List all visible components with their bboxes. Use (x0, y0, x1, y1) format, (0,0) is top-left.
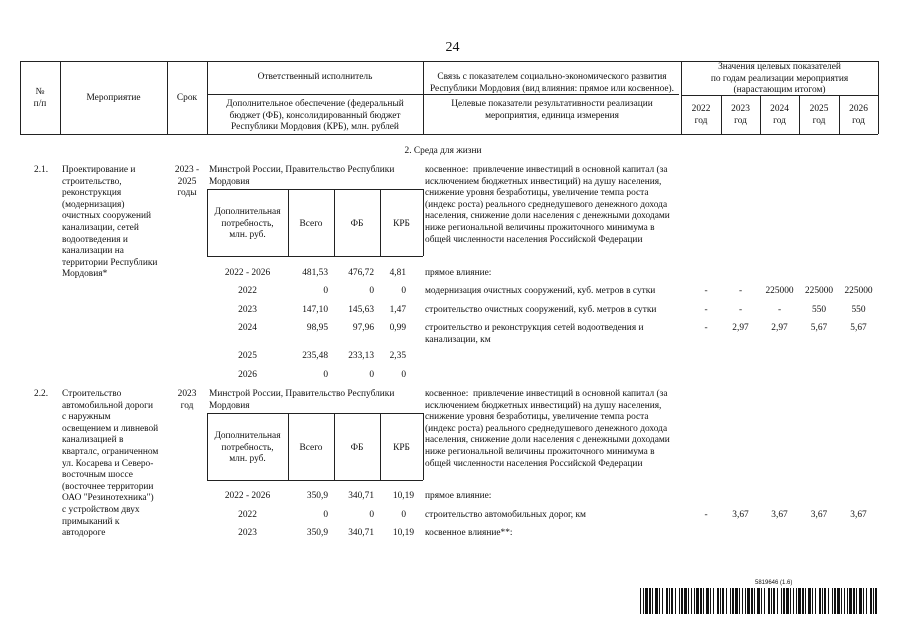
indicator-value-2024: 3,67 (771, 510, 788, 520)
fin-krb: 0 (401, 286, 406, 296)
header-year: 2026 год (849, 104, 868, 126)
barcode-bar (866, 588, 867, 614)
barcode-bar (696, 588, 699, 614)
row-executor: Минстрой России, Правительство Республики Мордовия (209, 165, 395, 187)
barcode-bar (679, 588, 680, 614)
fin-period: 2024 (238, 323, 257, 333)
indicator-text: прямое влияние: (425, 268, 492, 278)
barcode-caption: 5819646 (1.6) (755, 580, 793, 586)
fin-fb: 476,72 (348, 268, 374, 278)
fin-krb-label: КРБ (393, 219, 410, 229)
barcode-bar (773, 588, 775, 614)
barcode-bar (777, 588, 778, 614)
fin-fb: 340,71 (348, 491, 374, 501)
header-executor: Ответственный исполнитель (257, 72, 373, 82)
row-indirect-influence: косвенное: привлечение инвестиций в основной капитал (за исключением бюджетных инвестиций) на душу населения, снижение уровня безработицы, увеличение темпа роста (индекс роста) реального среднедушевого денежного дохода населения, снижение доли населения с денежными доходами ниже региональной величины прожиточного минимума в общей численности населения Российской Федерации (425, 165, 670, 245)
indicator-value-2022: - (704, 510, 708, 520)
fin-total: 0 (323, 370, 328, 380)
barcode-bar (720, 588, 721, 614)
fin-total: 147,10 (302, 305, 328, 315)
barcode-bar (652, 588, 653, 614)
fin-fb: 0 (369, 510, 374, 520)
fin-period: 2026 (238, 370, 257, 380)
barcode-image (640, 588, 878, 614)
header-values-title: Значения целевых показателей по годам реализации мероприятия (нарастающим итогом) (710, 62, 849, 96)
barcode-bar (706, 588, 709, 614)
header-year: 2022 год (691, 104, 711, 126)
indicator-value-2025: 3,67 (810, 510, 828, 520)
fin-fb-label: ФБ (350, 219, 364, 229)
barcode-bar (700, 588, 702, 614)
indicator-text: прямое влияние: (425, 491, 492, 501)
header-funding: Дополнительное обеспечение (федеральный бюджет (ФБ), консолидированный бюджет Республики Мордовия (КРБ), млн. рублей (226, 99, 404, 133)
row-term: 2023 - 2025 годы (174, 165, 200, 199)
barcode-bar (786, 588, 789, 614)
barcode-bar (757, 588, 760, 614)
barcode-bar (666, 588, 668, 614)
indicator-value-2026: 3,67 (850, 510, 867, 520)
barcode-bar (662, 588, 663, 614)
barcode-bar (703, 588, 704, 614)
barcode-bar (764, 588, 765, 614)
barcode-bar (815, 588, 816, 614)
section-title: 2. Среда для жизни (404, 146, 482, 156)
header-term: Срок (176, 93, 198, 103)
header-targets: Целевые показатели результативности реализации мероприятия, единица измерения (451, 99, 653, 121)
header-year: 2023 год (731, 104, 750, 126)
header-link: Связь с показателем социально-экономического развития Республики Мордовия (вид влияния: прямое или косвенное). (429, 72, 675, 94)
fin-fb: 97,96 (352, 323, 374, 333)
fin-box-border (423, 413, 424, 480)
barcode-bar (768, 588, 770, 614)
barcode-bar (870, 588, 872, 614)
fin-total: 481,53 (302, 268, 328, 278)
indicator-text: строительство автомобильных дорог, км (425, 510, 586, 520)
barcode-bar (659, 588, 660, 614)
row-term: 2023 год (177, 389, 197, 411)
header-measure: Мероприятие (86, 93, 141, 103)
indicator-value-2022: - (704, 323, 708, 333)
fin-krb: 2,35 (389, 351, 406, 361)
header-year: 2024 год (770, 104, 789, 126)
barcode-bar (649, 588, 651, 614)
fin-need-label: Дополнительная потребность, млн. руб. (214, 207, 281, 241)
fin-period: 2022 - 2026 (224, 491, 271, 501)
fin-krb: 0 (401, 370, 406, 380)
indicator-value-2026: 225000 (844, 286, 873, 296)
indicator-text: косвенное влияние**: (425, 528, 513, 538)
fin-total-label: Всего (299, 219, 323, 229)
barcode-bar (739, 588, 740, 614)
indicator-value-2026: 5,67 (850, 323, 867, 333)
barcode-bar (856, 588, 857, 614)
fin-fb: 0 (369, 370, 374, 380)
indicator-value-2023: 3,67 (732, 510, 749, 520)
indicator-value-2024: 2,97 (771, 323, 788, 333)
header-bottom-border (20, 134, 878, 135)
header-border-right (878, 61, 879, 134)
barcode-bar (726, 588, 727, 614)
barcode-bar (655, 588, 658, 614)
fin-box-top (207, 189, 423, 190)
barcode-bar (781, 588, 782, 614)
barcode-bar (742, 588, 743, 614)
fin-fb: 0 (369, 286, 374, 296)
barcode-bar (834, 588, 836, 614)
fin-total: 350,9 (306, 528, 328, 538)
indicator-value-2025: 225000 (804, 286, 834, 296)
fin-box-bottom (207, 256, 423, 257)
fin-total: 0 (323, 286, 328, 296)
barcode-bar (863, 588, 864, 614)
fin-fb-label: ФБ (350, 443, 364, 453)
fin-fb: 340,71 (348, 528, 374, 538)
barcode-bar (859, 588, 862, 614)
barcode-bar (713, 588, 714, 614)
barcode-bar (847, 588, 848, 614)
barcode-bar (796, 588, 797, 614)
barcode-bar (694, 588, 695, 614)
indicator-value-2026: 550 (851, 305, 866, 315)
barcode-bar (824, 588, 826, 614)
barcode-bar (853, 588, 855, 614)
indicator-value-2025: 550 (811, 305, 827, 315)
fin-period: 2023 (238, 305, 257, 315)
barcode-bar (808, 588, 811, 614)
indicator-value-2023: - (738, 286, 743, 296)
fin-krb: 0,99 (389, 323, 406, 333)
fin-total: 235,48 (302, 351, 328, 361)
barcode-bar (691, 588, 692, 614)
fin-box-border (423, 189, 424, 256)
indicator-value-2023: - (738, 305, 743, 315)
barcode-bar (747, 588, 750, 614)
barcode-bar (771, 588, 772, 614)
barcode-bar (798, 588, 801, 614)
fin-total-label: Всего (299, 443, 323, 453)
indicator-text: строительство очистных сооружений, куб. метров в сутки (425, 305, 657, 315)
barcode-bar (735, 588, 738, 614)
barcode-bar (688, 588, 689, 614)
barcode-bar (645, 588, 648, 614)
fin-box-top (207, 413, 423, 414)
fin-box-bottom (207, 480, 423, 481)
row-indirect-influence: косвенное: привлечение инвестиций в основной капитал (за исключением бюджетных инвестиций) на душу населения, снижение уровня безработицы, увеличение темпа роста (индекс роста) реального среднедушевого денежного дохода населения, снижение доли населения с денежными доходами ниже региональной величины прожиточного минимума в общей численности населения Российской Федерации (425, 389, 670, 469)
barcode-bar (710, 588, 711, 614)
barcode-bar (802, 588, 804, 614)
barcode-bar (790, 588, 791, 614)
indicator-value-2024: - (777, 305, 782, 315)
fin-need-label: Дополнительная потребность, млн. руб. (214, 431, 281, 465)
indicator-value-2022: - (704, 305, 708, 315)
fin-total: 0 (323, 510, 328, 520)
barcode-bar (754, 588, 755, 614)
indicator-value-2024: 225000 (765, 286, 794, 296)
indicator-value-2025: 5,67 (810, 323, 828, 333)
fin-krb: 10,19 (392, 528, 414, 538)
barcode-bar (751, 588, 753, 614)
row-measure: Проектирование и строительство, реконструкция (модернизация) очистных сооружений канализации, сетей водоотведения и канализации на территории Республики Мордовия* (62, 165, 158, 280)
barcode-bar (730, 588, 731, 614)
barcode-bar (837, 588, 840, 614)
fin-period: 2022 - 2026 (224, 268, 271, 278)
barcode-bar (819, 588, 821, 614)
page-number: 24 (445, 40, 460, 55)
barcode-bar (849, 588, 852, 614)
barcode-bar (812, 588, 813, 614)
indicator-value-2023: 2,97 (732, 323, 749, 333)
fin-krb: 1,47 (389, 305, 406, 315)
fin-period: 2023 (238, 528, 257, 538)
fin-period: 2022 (238, 286, 257, 296)
header-num: № п/п (33, 87, 47, 109)
barcode-bar (669, 588, 670, 614)
barcode-bar (805, 588, 806, 614)
barcode-bar (793, 588, 794, 614)
barcode-bar (761, 588, 762, 614)
fin-fb: 145,63 (348, 305, 374, 315)
fin-total: 350,9 (306, 491, 328, 501)
fin-total: 98,95 (306, 323, 328, 333)
indicator-text: модернизация очистных сооружений, куб. метров в сутки (425, 286, 656, 296)
indicator-text: строительство и реконструкция сетей водоотведения и канализации, км (425, 323, 644, 345)
barcode-bar (640, 588, 641, 614)
row-measure: Строительство автомобильной дороги с наружным освещением и ливневой канализацией в кварталс, ограниченном ул. Косарева и Северо- восточным шоссе (восточнее территории ОАО "Резинотехника") с устройством двух примыканий к автодороге (62, 389, 159, 539)
barcode-bar (783, 588, 785, 614)
barcode-bar (643, 588, 644, 614)
barcode-bar (671, 588, 673, 614)
barcode-bar (844, 588, 845, 614)
barcode-bar (873, 588, 874, 614)
fin-period: 2022 (238, 510, 257, 520)
barcode-bar (717, 588, 719, 614)
fin-period: 2025 (238, 351, 257, 361)
row-number: 2.1. (34, 165, 49, 175)
barcode-bar (684, 588, 687, 614)
fin-krb-label: КРБ (393, 443, 410, 453)
barcode-bar (841, 588, 842, 614)
barcode-bar (828, 588, 829, 614)
barcode-bar (822, 588, 823, 614)
barcode-bar (832, 588, 833, 614)
barcode-bar (732, 588, 734, 614)
barcode-bar (675, 588, 676, 614)
barcode-bar (722, 588, 724, 614)
row-number: 2.2. (34, 389, 49, 399)
header-year: 2025 год (809, 104, 829, 126)
indicator-value-2022: - (704, 286, 708, 296)
barcode-bar (745, 588, 746, 614)
fin-krb: 4,81 (389, 268, 406, 278)
row-executor: Минстрой России, Правительство Республики Мордовия (209, 389, 395, 411)
fin-krb: 10,19 (392, 491, 414, 501)
barcode-bar (681, 588, 683, 614)
barcode-bar (875, 588, 877, 614)
fin-fb: 233,13 (348, 351, 374, 361)
fin-krb: 0 (401, 510, 406, 520)
